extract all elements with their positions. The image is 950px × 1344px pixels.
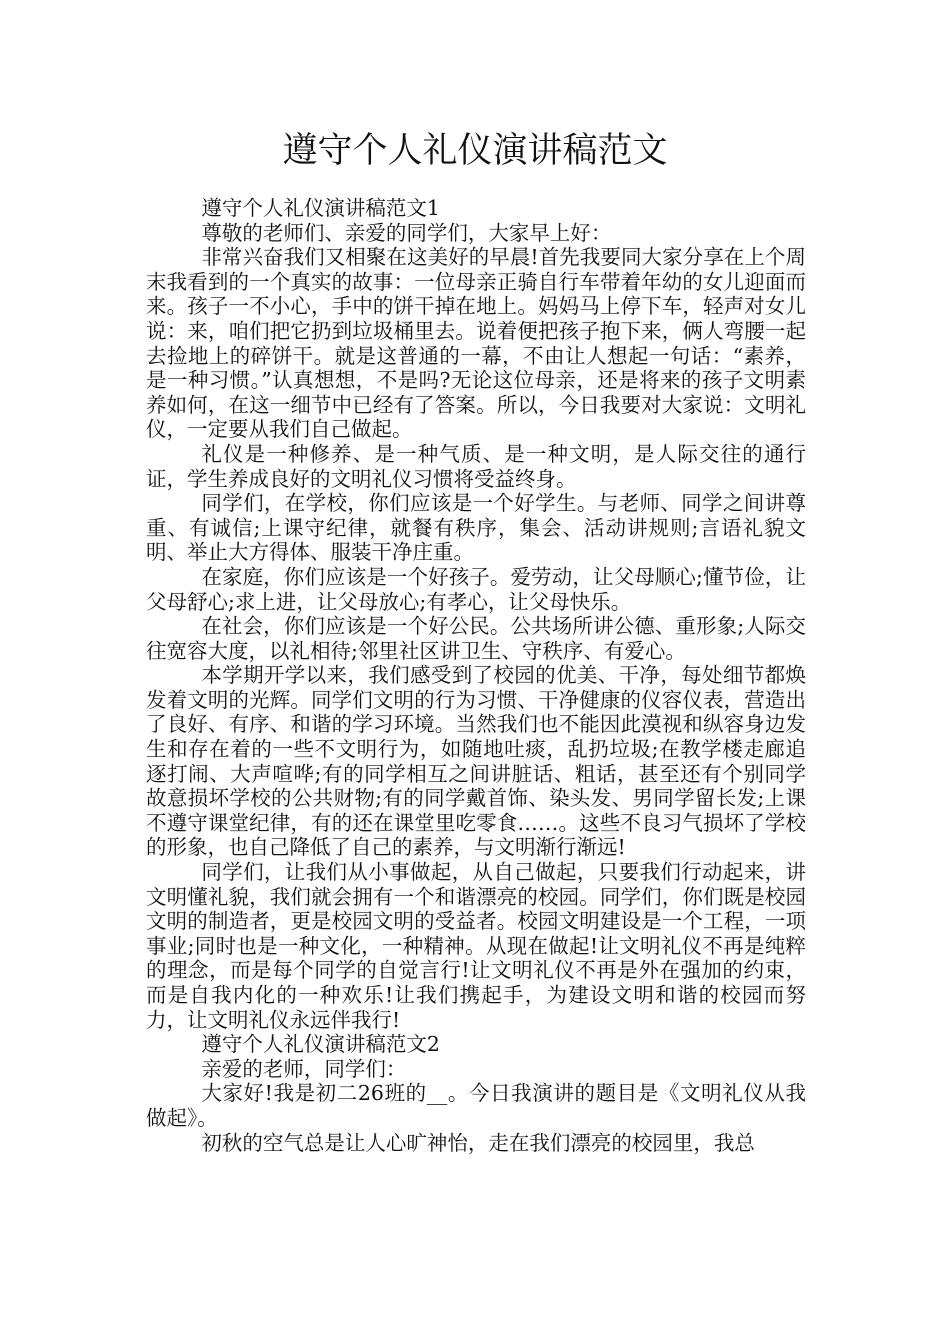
body-paragraph: 本学期开学以来，我们感受到了校园的优美、干净，每处细节都焕发着文明的光辉。同学们文明的行为习惯、干净健康的仪容仪表，营造出了良好、有序、和谐的学习环境。当然我们也不能因此漠视和纵容身边发生和存在着的一些不文明行为，如随地吐痰，乱扔垃圾;在教学楼走廊追逐打闹、大声喧哗;有的同学相互之间讲脏话、粗话，甚至还有个别同学故意损坏学校的公共财物;有的同学戴首饰、染头发、男同学留长发;上课不遵守课堂纪律，有的还在课堂里吃零食……。这些不良习气损坏了学校的形象，也自己降低了自己的素养，与文明渐行渐远! [146, 663, 806, 860]
body-paragraph: 礼仪是一种修养、是一种气质、是一种文明，是人际交往的通行证，学生养成良好的文明礼仪习惯将受益终身。 [146, 441, 806, 491]
document-body [146, 196, 806, 1155]
document-title: 遵守个人礼仪演讲稿范文 [282, 131, 668, 171]
body-paragraph: 初秋的空气总是让人心旷神怡，走在我们漂亮的校园里，我总 [201, 1130, 755, 1155]
greeting-paragraph-2: 亲爱的老师，同学们： [201, 1056, 407, 1081]
body-paragraph: 非常兴奋我们又相聚在这美好的早晨!首先我要同大家分享在上个周末我看到的一个真实的故事：一位母亲正骑自行车带着年幼的女儿迎面而来。孩子一不小心，手中的饼干掉在地上。妈妈马上停下车，轻声对女儿说：来，咱们把它扔到垃圾桶里去。说着便把孩子抱下来，俩人弯腰一起去捡地上的碎饼干。就是这普通的一幕，不由让人想起一句话：“素养，是一种习惯。”认真想想，不是吗?无论这位母亲，还是将来的孩子文明素养如何，在这一细节中已经有了答案。所以，今日我要对大家说：文明礼仪，一定要从我们自己做起。 [146, 245, 806, 442]
body-paragraph: 在社会，你们应该是一个好公民。公共场所讲公德、重形象;人际交往宽容大度，以礼相待;邻里社区讲卫生、守秩序、有爱心。 [146, 614, 806, 663]
greeting-paragraph-1: 尊敬的老师们、亲爱的同学们，大家早上好： [201, 220, 612, 245]
body-paragraph: 在家庭，你们应该是一个好孩子。爱劳动，让父母顺心;懂节俭，让父母舒心;求上进，让父母放心;有孝心，让父母快乐。 [146, 564, 806, 614]
body-paragraph: 大家好!我是初二26班的__。今日我演讲的题目是《文明礼仪从我做起》。 [146, 1081, 806, 1130]
section-heading-2: 遵守个人礼仪演讲稿范文2 [201, 1032, 440, 1057]
section-heading-1: 遵守个人礼仪演讲稿范文1 [201, 196, 440, 220]
body-paragraph: 同学们，在学校，你们应该是一个好学生。与老师、同学之间讲尊重、有诚信;上课守纪律，就餐有秩序，集会、活动讲规则;言语礼貌文明、举止大方得体、服装干净庄重。 [146, 491, 806, 565]
body-paragraph: 同学们，让我们从小事做起，从自己做起，只要我们行动起来，讲文明懂礼貌，我们就会拥有一个和谐漂亮的校园。同学们，你们既是校园文明的制造者，更是校园文明的受益者。校园文明建设是一个工程，一项事业;同时也是一种文化，一种精神。从现在做起!让文明礼仪不再是纯粹的理念，而是每个同学的自觉言行!让文明礼仪不再是外在强加的约束，而是自我内化的一种欢乐!让我们携起手，为建设文明和谐的校园而努力，让文明礼仪永远伴我行! [146, 860, 806, 1032]
